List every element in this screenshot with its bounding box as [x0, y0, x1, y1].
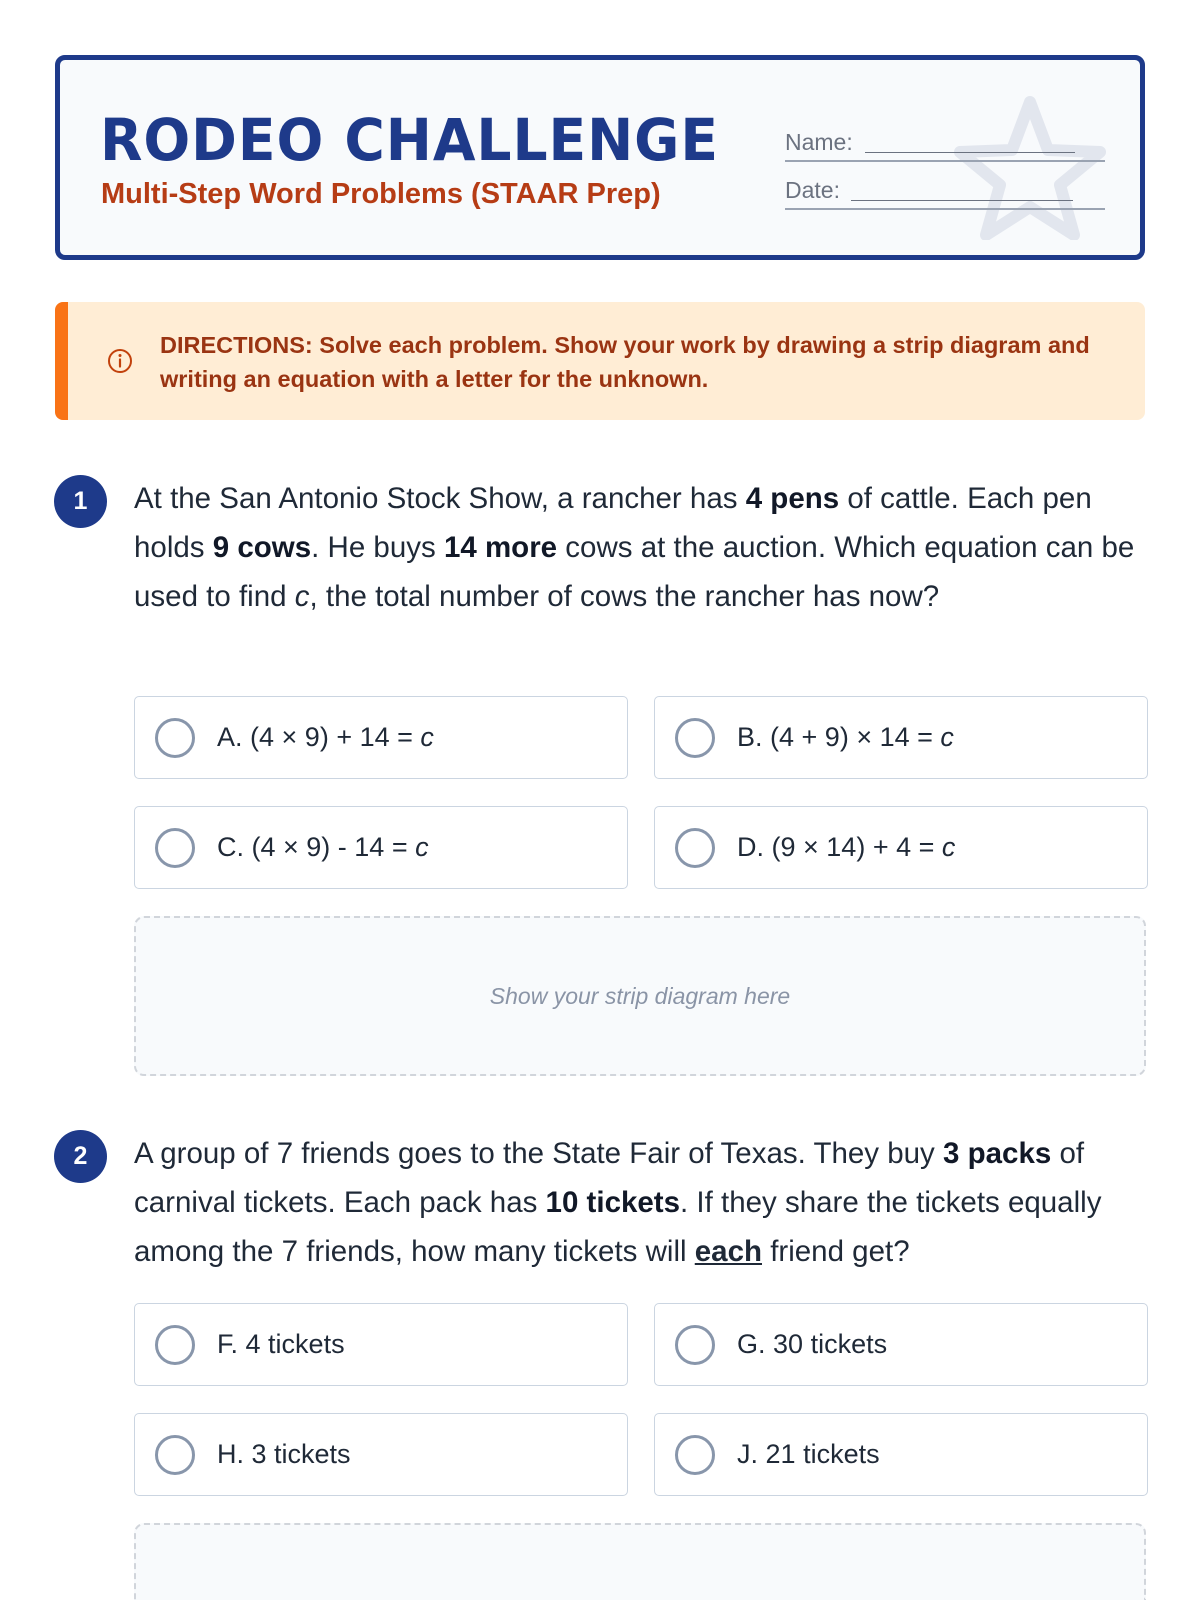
worksheet-subtitle: Multi-Step Word Problems (STAAR Prep) — [101, 178, 661, 210]
option-label — [217, 807, 429, 887]
option-expression: (4 × 9) + 14 = — [250, 722, 413, 752]
emphasis: 3 packs — [943, 1137, 1052, 1170]
strip-diagram-work-area[interactable] — [134, 1523, 1146, 1600]
radio-button[interactable] — [155, 1325, 195, 1365]
answer-option-d[interactable] — [654, 806, 1148, 889]
emphasis-underlined: each — [694, 1235, 762, 1268]
text-segment: , the total number of cows the rancher has now? — [309, 580, 940, 613]
name-line — [865, 152, 1075, 153]
text-segment: friend get? — [762, 1235, 910, 1268]
option-label — [737, 807, 955, 887]
question-number-badge: 1 — [54, 475, 107, 528]
text-segment: . He buys — [311, 531, 444, 564]
option-variable: c — [420, 722, 434, 752]
option-letter: F. — [217, 1329, 239, 1359]
radio-button[interactable] — [675, 718, 715, 758]
option-label — [737, 1304, 887, 1384]
option-letter: C. — [217, 832, 244, 862]
option-variable: c — [941, 832, 956, 862]
answer-option-c[interactable] — [134, 806, 628, 889]
emphasis: 10 tickets — [545, 1186, 681, 1219]
name-label: Name: — [785, 129, 853, 155]
answer-option-f[interactable] — [134, 1303, 628, 1386]
answer-option-g[interactable] — [654, 1303, 1148, 1386]
option-text: 21 tickets — [765, 1439, 880, 1469]
emphasis: 14 more — [443, 531, 558, 564]
answer-option-h[interactable] — [134, 1413, 628, 1496]
name-field[interactable] — [785, 128, 1105, 162]
option-letter: G. — [737, 1329, 766, 1359]
emphasis: 9 cows — [212, 531, 312, 564]
radio-button[interactable] — [675, 1325, 715, 1365]
option-letter: J. — [737, 1439, 759, 1469]
text-segment: A group of 7 friends goes to the State Fair of Texas. They buy — [134, 1137, 944, 1170]
option-label — [737, 1414, 880, 1494]
option-text: 3 tickets — [251, 1439, 351, 1469]
worksheet-title: RODEO CHALLENGE — [100, 106, 719, 174]
radio-button[interactable] — [675, 828, 715, 868]
date-label: Date: — [785, 177, 840, 203]
worksheet-header — [55, 55, 1145, 260]
answer-option-j[interactable] — [654, 1413, 1148, 1496]
option-expression: (9 × 14) + 4 = — [771, 832, 935, 862]
date-field[interactable] — [785, 176, 1105, 210]
text-segment: At the San Antonio Stock Show, a rancher has — [134, 482, 746, 515]
answer-option-a[interactable] — [134, 696, 628, 779]
option-variable: c — [415, 832, 429, 862]
text-segment: cows at the auction. Which equation can be used to find — [134, 531, 1135, 613]
star-icon — [950, 90, 1110, 240]
radio-button[interactable] — [675, 1435, 715, 1475]
question-2-text — [134, 1129, 1144, 1276]
answer-option-b[interactable] — [654, 696, 1148, 779]
option-expression: (4 × 9) - 14 = — [251, 832, 408, 862]
emphasis: 4 pens — [745, 482, 840, 515]
option-label — [737, 697, 954, 777]
text-segment: of carnival tickets. Each pack has — [134, 1137, 1085, 1219]
radio-button[interactable] — [155, 828, 195, 868]
option-label — [217, 697, 434, 777]
option-text: 30 tickets — [773, 1329, 888, 1359]
option-label — [217, 1304, 345, 1384]
variable: c — [294, 580, 310, 613]
info-icon — [106, 347, 134, 375]
text-segment: of cattle. Each pen holds — [134, 482, 1092, 564]
option-expression: (4 + 9) × 14 = — [770, 722, 933, 752]
option-letter: A. — [217, 722, 243, 752]
option-text: 4 tickets — [245, 1329, 345, 1359]
date-line — [851, 200, 1073, 201]
question-number-badge: 2 — [54, 1130, 107, 1183]
option-label — [217, 1414, 351, 1494]
radio-button[interactable] — [155, 1435, 195, 1475]
option-letter: D. — [737, 832, 764, 862]
strip-diagram-work-area[interactable] — [134, 916, 1146, 1076]
directions-text: DIRECTIONS: Solve each problem. Show your work by drawing a strip diagram and writing an equation with a letter for the unknown. — [160, 332, 1090, 392]
radio-button[interactable] — [155, 718, 195, 758]
question-1-text — [134, 474, 1144, 621]
directions-banner — [55, 302, 1145, 420]
option-variable: c — [940, 722, 954, 752]
work-area-placeholder: Show your strip diagram here — [489, 982, 791, 1009]
option-letter: B. — [737, 722, 763, 752]
option-letter: H. — [217, 1439, 244, 1469]
text-segment: . If they share the tickets equally among the 7 friends, how many tickets will — [134, 1186, 1102, 1268]
